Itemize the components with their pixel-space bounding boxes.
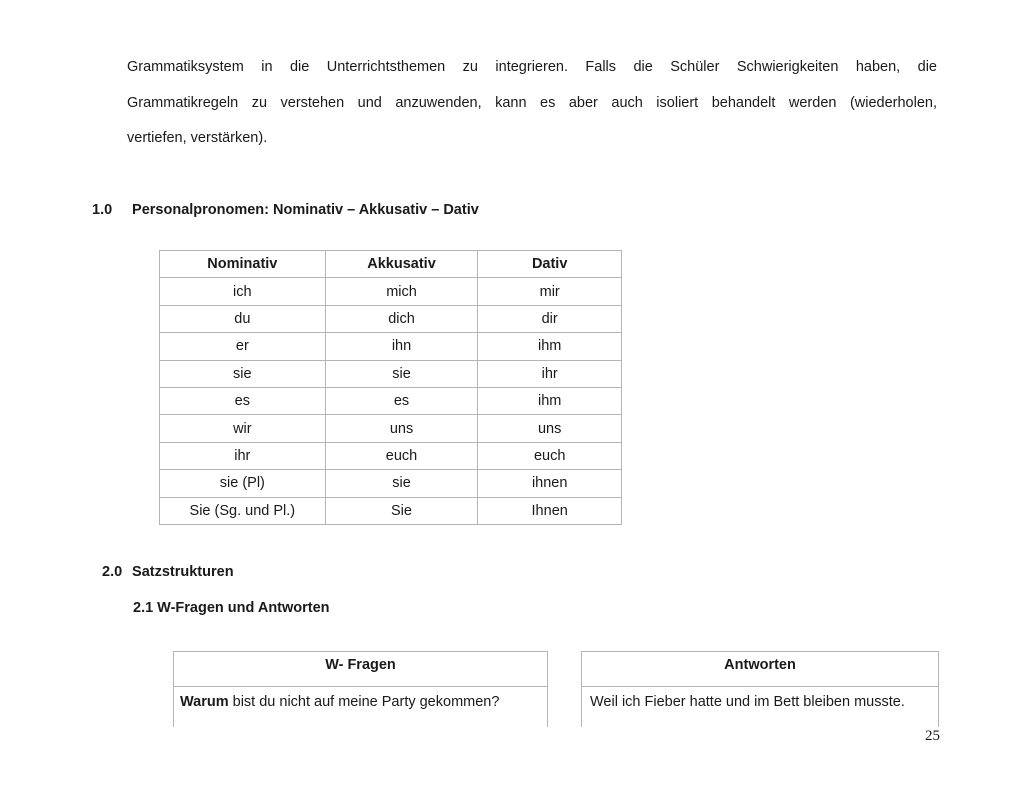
- cell-akkusativ: euch: [325, 442, 478, 469]
- cell-akkusativ: mich: [325, 278, 478, 305]
- intro-line-3: vertiefen, verstärken).: [127, 130, 268, 146]
- cell-akkusativ: Sie: [325, 497, 478, 524]
- cell-nominativ: sie (Pl): [160, 470, 326, 497]
- section-1-title: Personalpronomen: Nominativ – Akkusativ – Dativ: [132, 202, 479, 218]
- section-1-number: 1.0: [92, 202, 113, 218]
- section-2-number: 2.0: [102, 564, 123, 580]
- pronoun-table: [159, 250, 622, 525]
- cell-nominativ: ihr: [160, 442, 326, 469]
- cell-nominativ: du: [160, 305, 326, 332]
- answers-header: Antworten: [582, 652, 938, 687]
- cell-akkusativ: uns: [325, 415, 478, 442]
- cell-dativ: ihm: [478, 387, 622, 414]
- question-text: bist du nicht auf meine Party gekommen?: [228, 694, 500, 710]
- cell-akkusativ: sie: [325, 360, 478, 387]
- page-number: 25: [925, 728, 940, 744]
- cell-dativ: uns: [478, 415, 622, 442]
- table-row: [160, 278, 622, 305]
- cell-nominativ: sie: [160, 360, 326, 387]
- table-row: [160, 305, 622, 332]
- header-dativ: Dativ: [478, 251, 622, 278]
- intro-line-1: Grammatiksystem in die Unterrichtsthemen zu integrieren. Falls die Schüler Schwierigkeiten haben, die: [127, 59, 937, 75]
- cell-dativ: Ihnen: [478, 497, 622, 524]
- question-keyword: Warum: [180, 694, 229, 710]
- cell-dativ: ihr: [478, 360, 622, 387]
- cell-akkusativ: sie: [325, 470, 478, 497]
- cell-nominativ: ich: [160, 278, 326, 305]
- questions-header: W- Fragen: [174, 652, 547, 687]
- header-akkusativ: Akkusativ: [325, 251, 478, 278]
- pronoun-table-header: [160, 251, 622, 278]
- cell-akkusativ: ihn: [325, 333, 478, 360]
- table-row: [160, 497, 622, 524]
- cell-nominativ: er: [160, 333, 326, 360]
- intro-line-2: Grammatikregeln zu verstehen und anzuwenden, kann es aber auch isoliert behandelt werden (wiederholen,: [127, 95, 937, 111]
- cell-dativ: mir: [478, 278, 622, 305]
- section-2-heading: [102, 563, 234, 581]
- table-row: [160, 415, 622, 442]
- table-row: [160, 360, 622, 387]
- cell-nominativ: wir: [160, 415, 326, 442]
- cell-dativ: ihnen: [478, 470, 622, 497]
- table-row: [160, 387, 622, 414]
- section-2-title: Satzstrukturen: [132, 564, 234, 580]
- cell-akkusativ: es: [325, 387, 478, 414]
- header-nominativ: Nominativ: [160, 251, 326, 278]
- cell-nominativ: Sie (Sg. und Pl.): [160, 497, 326, 524]
- cell-dativ: dir: [478, 305, 622, 332]
- cell-dativ: euch: [478, 442, 622, 469]
- table-row: [160, 442, 622, 469]
- answer-cell: Weil ich Fieber hatte und im Bett bleiben musste.: [590, 694, 905, 710]
- answers-box: [581, 651, 939, 727]
- table-row: [160, 333, 622, 360]
- cell-akkusativ: dich: [325, 305, 478, 332]
- question-cell: [174, 687, 547, 711]
- cell-nominativ: es: [160, 387, 326, 414]
- section-1-heading: [92, 201, 479, 219]
- table-row: [160, 470, 622, 497]
- questions-box: [173, 651, 548, 727]
- subsection-2-1-heading: 2.1 W-Fragen und Antworten: [133, 600, 330, 616]
- cell-dativ: ihm: [478, 333, 622, 360]
